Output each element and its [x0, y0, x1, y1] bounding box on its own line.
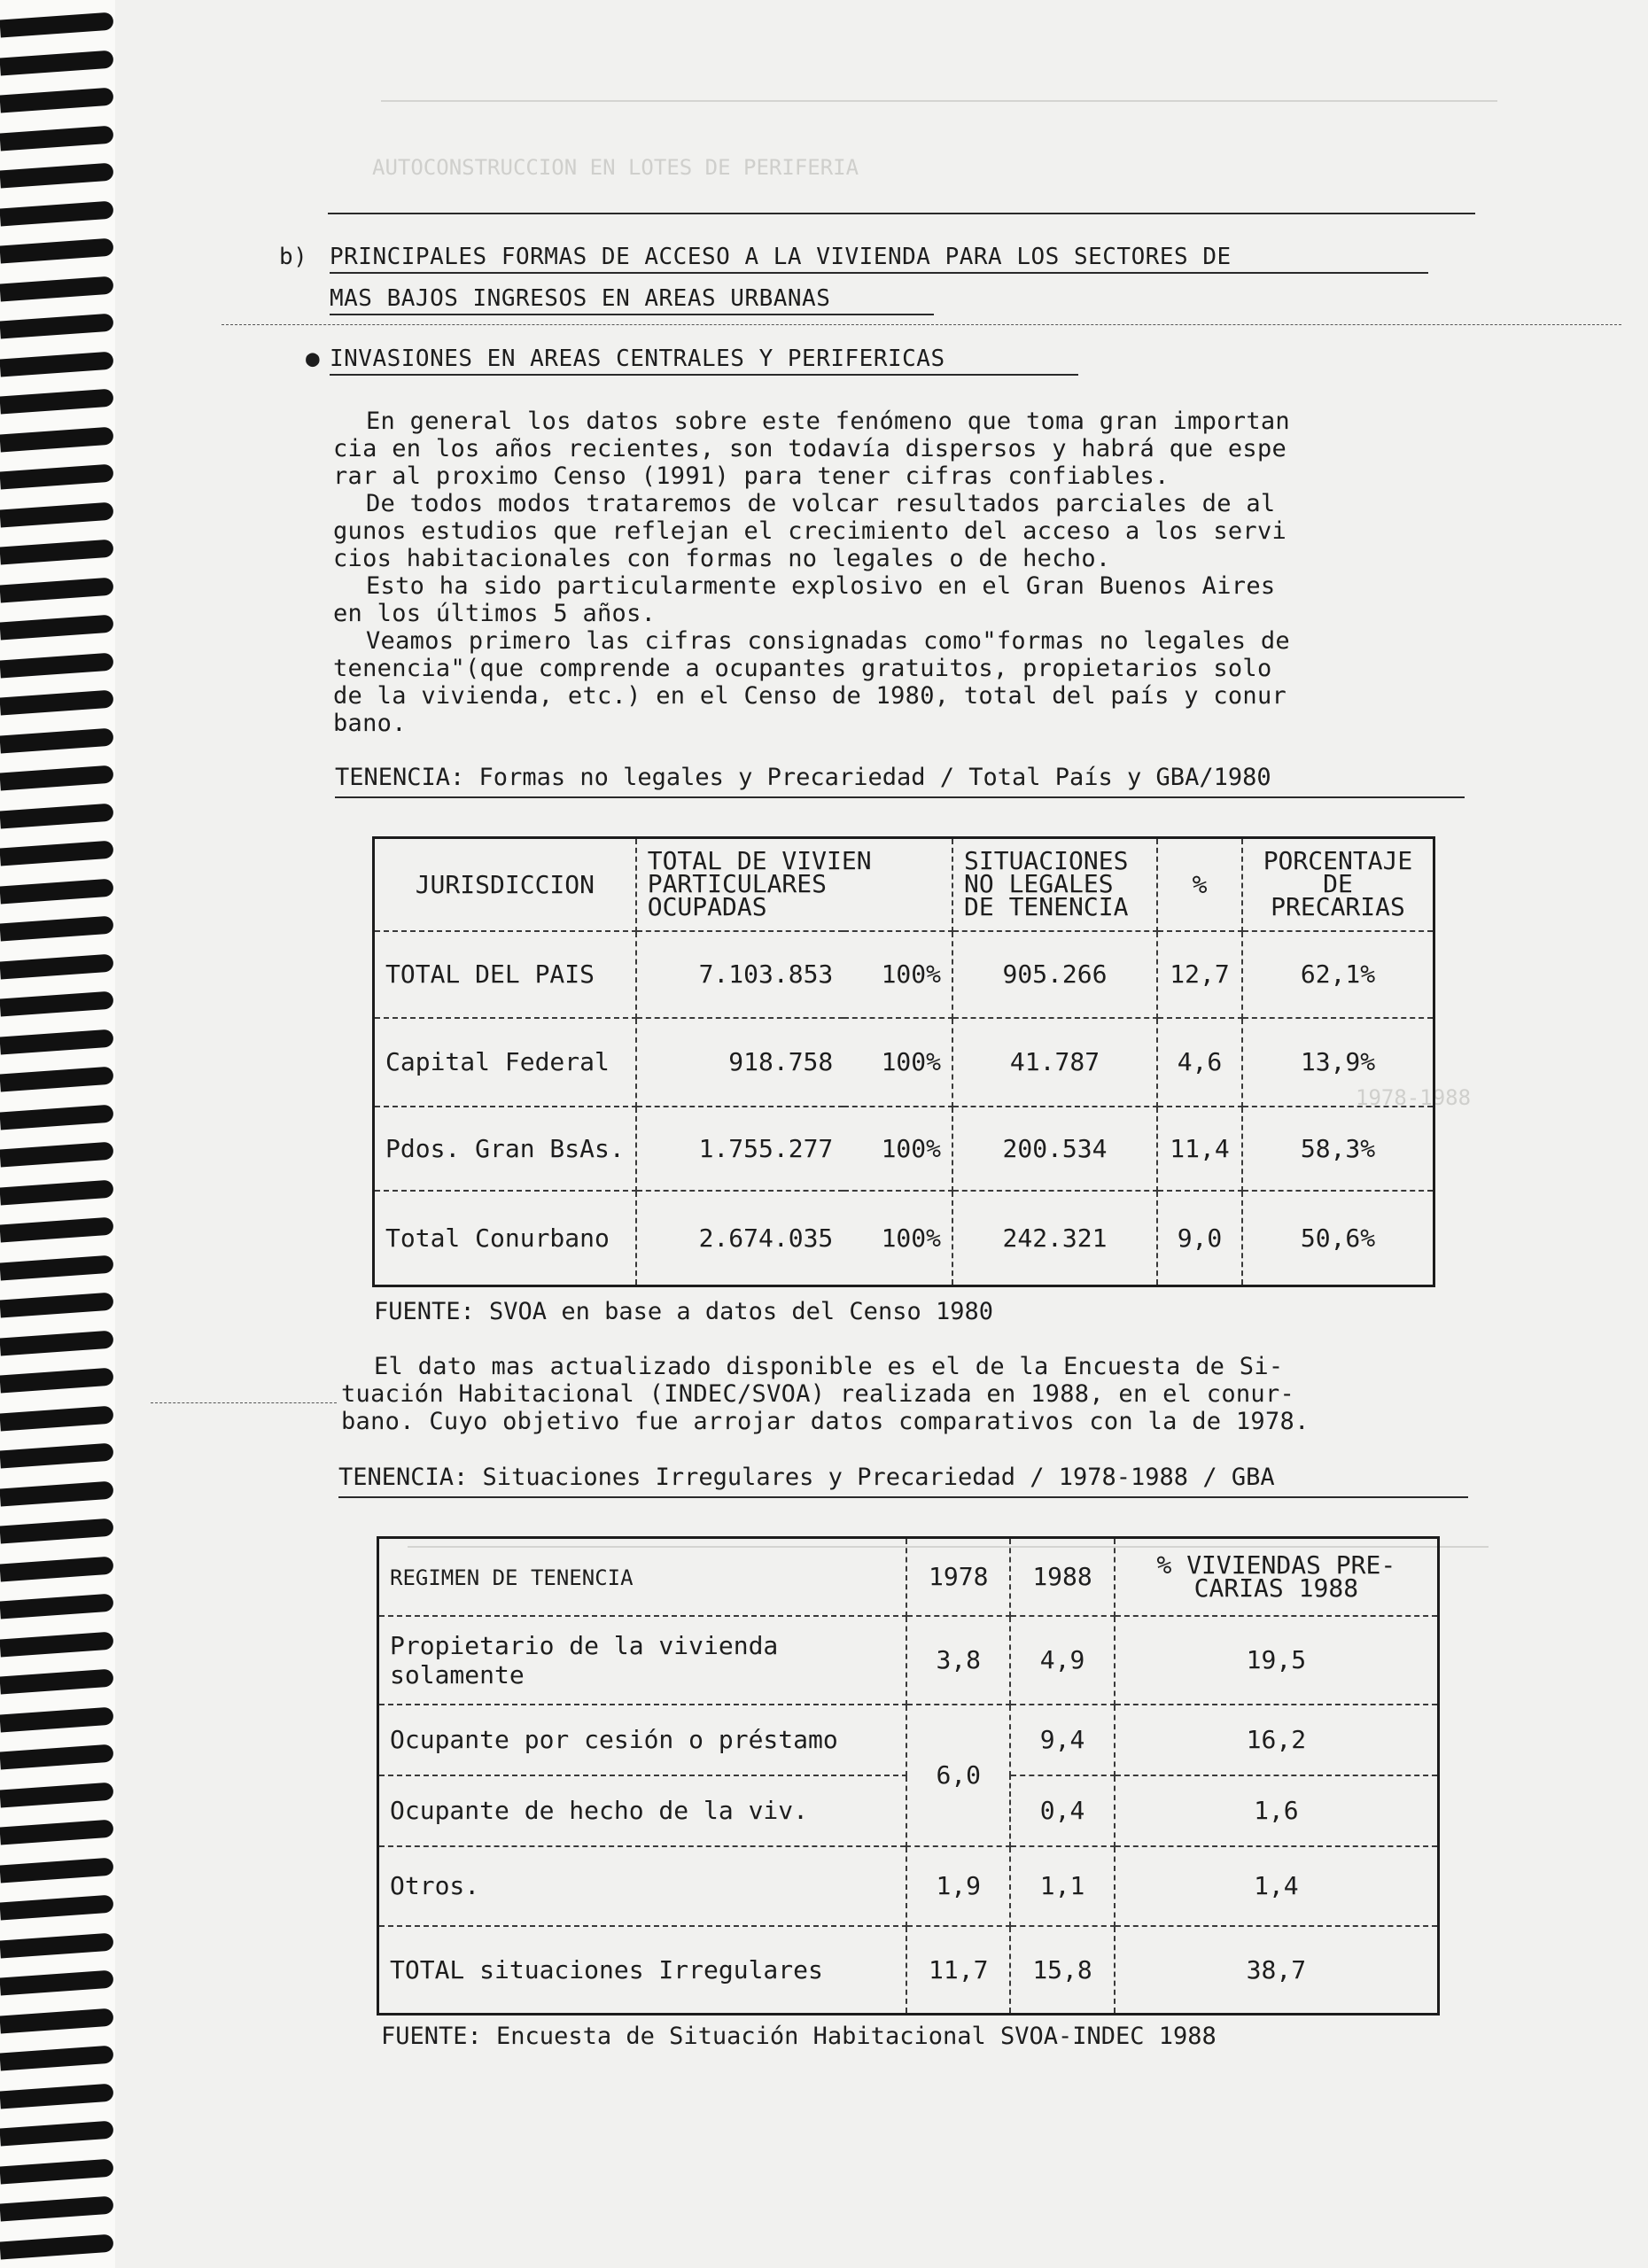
binding-coil: [0, 2008, 114, 2033]
binding-coil: [0, 1293, 114, 1318]
binding-coil: [0, 12, 114, 38]
binding-coil: [0, 1029, 114, 1054]
row-name: Propietario de la vivienda solamente: [378, 1616, 907, 1705]
paragraph-line: bano. Cuyo objetivo fue arrojar datos comparativos con la de 1978.: [341, 1408, 1310, 1435]
binding-coil: [0, 878, 114, 904]
row-precarias: 19,5: [1115, 1616, 1439, 1705]
binding-coil: [0, 1820, 114, 1845]
ghost-rule-top: [381, 100, 1497, 102]
header-total-viviendas: TOTAL DE VIVIEN PARTICULARES OCUPADAS: [636, 838, 952, 931]
binding-coil: [0, 1518, 114, 1544]
row-pct-total: 100%: [843, 1191, 952, 1286]
row-1988: 15,8: [1010, 1926, 1114, 2015]
row-total: 2.674.035: [636, 1191, 844, 1286]
table2-caption-underline: [338, 1496, 1468, 1498]
binding-coil: [0, 2158, 114, 2184]
table2-source: FUENTE: Encuesta de Situación Habitacional SVOA-INDEC 1988: [381, 2023, 1217, 2050]
row-1988: 0,4: [1010, 1775, 1114, 1846]
row-precarias: 38,7: [1115, 1926, 1439, 2015]
row-pct-total: 100%: [843, 1018, 952, 1107]
section-marker: b): [279, 244, 308, 270]
binding-coil: [0, 1631, 114, 1657]
binding-coil: [0, 1895, 114, 1921]
binding-coil: [0, 2121, 114, 2147]
row-pct: 4,6: [1157, 1018, 1242, 1107]
section-title-line2: MAS BAJOS INGRESOS EN AREAS URBANAS: [330, 285, 831, 312]
binding-coil: [0, 314, 114, 339]
binding-coil: [0, 1179, 114, 1205]
table-row: [374, 1191, 1434, 1286]
binding-coil: [0, 351, 114, 377]
paragraph-line: tuación Habitacional (INDEC/SVOA) realizada en 1988, en el conur-: [341, 1380, 1295, 1408]
paragraph-line: Veamos primero las cifras consignadas como"formas no legales de: [366, 627, 1290, 655]
row-precarias: 16,2: [1115, 1705, 1439, 1775]
binding-coil: [0, 690, 114, 716]
table2-caption: TENENCIA: Situaciones Irregulares y Precariedad / 1978-1988 / GBA: [338, 1464, 1275, 1491]
table1-header-row: [374, 838, 1434, 931]
row-precarias: 1,4: [1115, 1846, 1439, 1926]
row-name: TOTAL DEL PAIS: [374, 931, 636, 1018]
binding-coil: [0, 916, 114, 942]
row-1988: 1,1: [1010, 1846, 1114, 1926]
paragraph-line: Esto ha sido particularmente explosivo en el Gran Buenos Aires: [366, 572, 1276, 600]
ghost-title: AUTOCONSTRUCCION EN LOTES DE PERIFERIA: [372, 155, 859, 180]
binding-coil: [0, 1706, 114, 1732]
row-1978: 6,0: [906, 1705, 1010, 1846]
table1-source: FUENTE: SVOA en base a datos del Censo 1980: [374, 1298, 993, 1325]
header-regimen: REGIMEN DE TENENCIA: [378, 1538, 907, 1616]
binding-coil: [0, 765, 114, 791]
row-name: Pdos. Gran BsAs.: [374, 1107, 636, 1191]
table-row: [374, 1018, 1434, 1107]
binding-coil: [0, 426, 114, 452]
binding-coil: [0, 1970, 114, 1996]
paragraph-line: cia en los años recientes, son todavía dispersos y habrá que espe: [333, 435, 1287, 462]
binding-coil: [0, 1857, 114, 1883]
row-pct: 12,7: [1157, 931, 1242, 1018]
binding-coil: [0, 1744, 114, 1770]
binding-coil: [0, 1556, 114, 1581]
binding-coil: [0, 577, 114, 602]
row-pct: 11,4: [1157, 1107, 1242, 1191]
table-row: [378, 1705, 1439, 1775]
binding-coil: [0, 2083, 114, 2109]
table-row: [374, 1107, 1434, 1191]
title-underline-1: [330, 272, 1428, 274]
row-name: Ocupante de hecho de la viv.: [378, 1775, 907, 1846]
binding-coil: [0, 50, 114, 75]
binding-coil: [0, 464, 114, 490]
paragraph-line: de la vivienda, etc.) en el Censo de 1980, total del país y conur: [333, 682, 1287, 710]
top-rule: [328, 213, 1475, 214]
binding-coil: [0, 1254, 114, 1280]
row-situaciones: 905.266: [952, 931, 1157, 1018]
row-total: 1.755.277: [636, 1107, 844, 1191]
binding-coil: [0, 803, 114, 828]
row-1978: 11,7: [906, 1926, 1010, 2015]
paragraph-line: De todos modos trataremos de volcar resultados parciales de al: [366, 490, 1276, 517]
row-1978: 1,9: [906, 1846, 1010, 1926]
table2: [377, 1536, 1440, 2016]
header-jurisdiccion: JURISDICCION: [374, 838, 636, 931]
binding-coil: [0, 1443, 114, 1469]
table1: [372, 836, 1435, 1287]
binding-coil: [0, 2046, 114, 2071]
binding-coil: [0, 1594, 114, 1619]
binding-coil: [0, 1217, 114, 1243]
row-situaciones: 242.321: [952, 1191, 1157, 1286]
header-1978: 1978: [906, 1538, 1010, 1616]
row-precarias: 1,6: [1115, 1775, 1439, 1846]
row-name: Otros.: [378, 1846, 907, 1926]
table-row: [378, 1616, 1439, 1705]
row-total: 918.758: [636, 1018, 844, 1107]
binding-coil: [0, 276, 114, 301]
binding-coil: [0, 652, 114, 678]
binding-coil: [0, 727, 114, 753]
table2-header-row: [378, 1538, 1439, 1616]
row-precarias: 62,1%: [1242, 931, 1434, 1018]
row-name: Total Conurbano: [374, 1191, 636, 1286]
header-porcentaje-precarias: PORCENTAJE DE PRECARIAS: [1242, 838, 1434, 931]
binding-coil: [0, 1368, 114, 1394]
table-row: [378, 1846, 1439, 1926]
binding-coil: [0, 1067, 114, 1092]
row-situaciones: 41.787: [952, 1018, 1157, 1107]
row-name: Ocupante por cesión o préstamo: [378, 1705, 907, 1775]
binding-coil: [0, 200, 114, 226]
subsection-title: INVASIONES EN AREAS CENTRALES Y PERIFERICAS: [330, 346, 945, 372]
binding-coil: [0, 1932, 114, 1958]
binding-coil: [0, 1669, 114, 1695]
binding-coil: [0, 841, 114, 866]
binding-coil: [0, 540, 114, 565]
binding-coil: [0, 1330, 114, 1355]
section-title-line1: PRINCIPALES FORMAS DE ACCESO A LA VIVIENDA PARA LOS SECTORES DE: [330, 244, 1232, 270]
row-total: 7.103.853: [636, 931, 844, 1018]
table-row: [378, 1926, 1439, 2015]
binding-coil: [0, 953, 114, 979]
binding-coil: [0, 238, 114, 264]
binding-coil: [0, 501, 114, 527]
header-situaciones: SITUACIONES NO LEGALES DE TENENCIA: [952, 838, 1157, 931]
header-viviendas-precarias: % VIVIENDAS PRE- CARIAS 1988: [1115, 1538, 1439, 1616]
row-1988: 4,9: [1010, 1616, 1114, 1705]
binding-coil: [0, 389, 114, 415]
header-1988: 1988: [1010, 1538, 1114, 1616]
row-pct-total: 100%: [843, 931, 952, 1018]
row-precarias: 13,9%: [1242, 1018, 1434, 1107]
paragraph-line: cios habitacionales con formas no legales o de hecho.: [333, 545, 1111, 572]
binding-coil: [0, 1142, 114, 1168]
row-pct: 9,0: [1157, 1191, 1242, 1286]
row-name: TOTAL situaciones Irregulares: [378, 1926, 907, 2015]
table-row: [374, 931, 1434, 1018]
binding-coil: [0, 2233, 114, 2259]
row-precarias: 58,3%: [1242, 1107, 1434, 1191]
row-1988: 9,4: [1010, 1705, 1114, 1775]
binding-coil: [0, 1782, 114, 1807]
binding-coil: [0, 125, 114, 151]
paragraph-line: gunos estudios que reflejan el crecimiento del acceso a los servi: [333, 517, 1287, 545]
binding-coil: [0, 2196, 114, 2222]
paragraph-line: en los últimos 5 años.: [333, 600, 657, 627]
binding-coil: [0, 1104, 114, 1130]
paragraph-line: El dato mas actualizado disponible es el de la Encuesta de Si-: [374, 1353, 1284, 1380]
binding-coil: [0, 1405, 114, 1431]
binding-coil: [0, 615, 114, 641]
section-dashed-rule: [222, 324, 1621, 325]
spiral-binding: [0, 0, 115, 2268]
row-pct-total: 100%: [843, 1107, 952, 1191]
binding-coil: [0, 163, 114, 189]
paragraph-line: bano.: [333, 710, 407, 737]
binding-coil: [0, 991, 114, 1017]
title-underline-2: [330, 314, 934, 315]
paragraph-line: En general los datos sobre este fenómeno que toma gran importan: [366, 408, 1290, 435]
binding-coil: [0, 88, 114, 113]
margin-dash: [151, 1402, 337, 1403]
subsection-underline: [330, 374, 1078, 376]
row-situaciones: 200.534: [952, 1107, 1157, 1191]
table1-caption-underline: [335, 796, 1465, 798]
binding-coil: [0, 1480, 114, 1506]
ghost-table-header: 1978-1988: [1356, 1085, 1472, 1110]
paragraph-line: tenencia"(que comprende a ocupantes gratuitos, propietarios solo: [333, 655, 1272, 682]
row-name: Capital Federal: [374, 1018, 636, 1107]
paragraph-line: rar al proximo Censo (1991) para tener cifras confiables.: [333, 462, 1170, 490]
bullet-icon: ●: [306, 346, 321, 372]
table1-caption: TENENCIA: Formas no legales y Precariedad / Total País y GBA/1980: [335, 764, 1271, 791]
header-pct: %: [1157, 838, 1242, 931]
row-1978: 3,8: [906, 1616, 1010, 1705]
row-precarias: 50,6%: [1242, 1191, 1434, 1286]
